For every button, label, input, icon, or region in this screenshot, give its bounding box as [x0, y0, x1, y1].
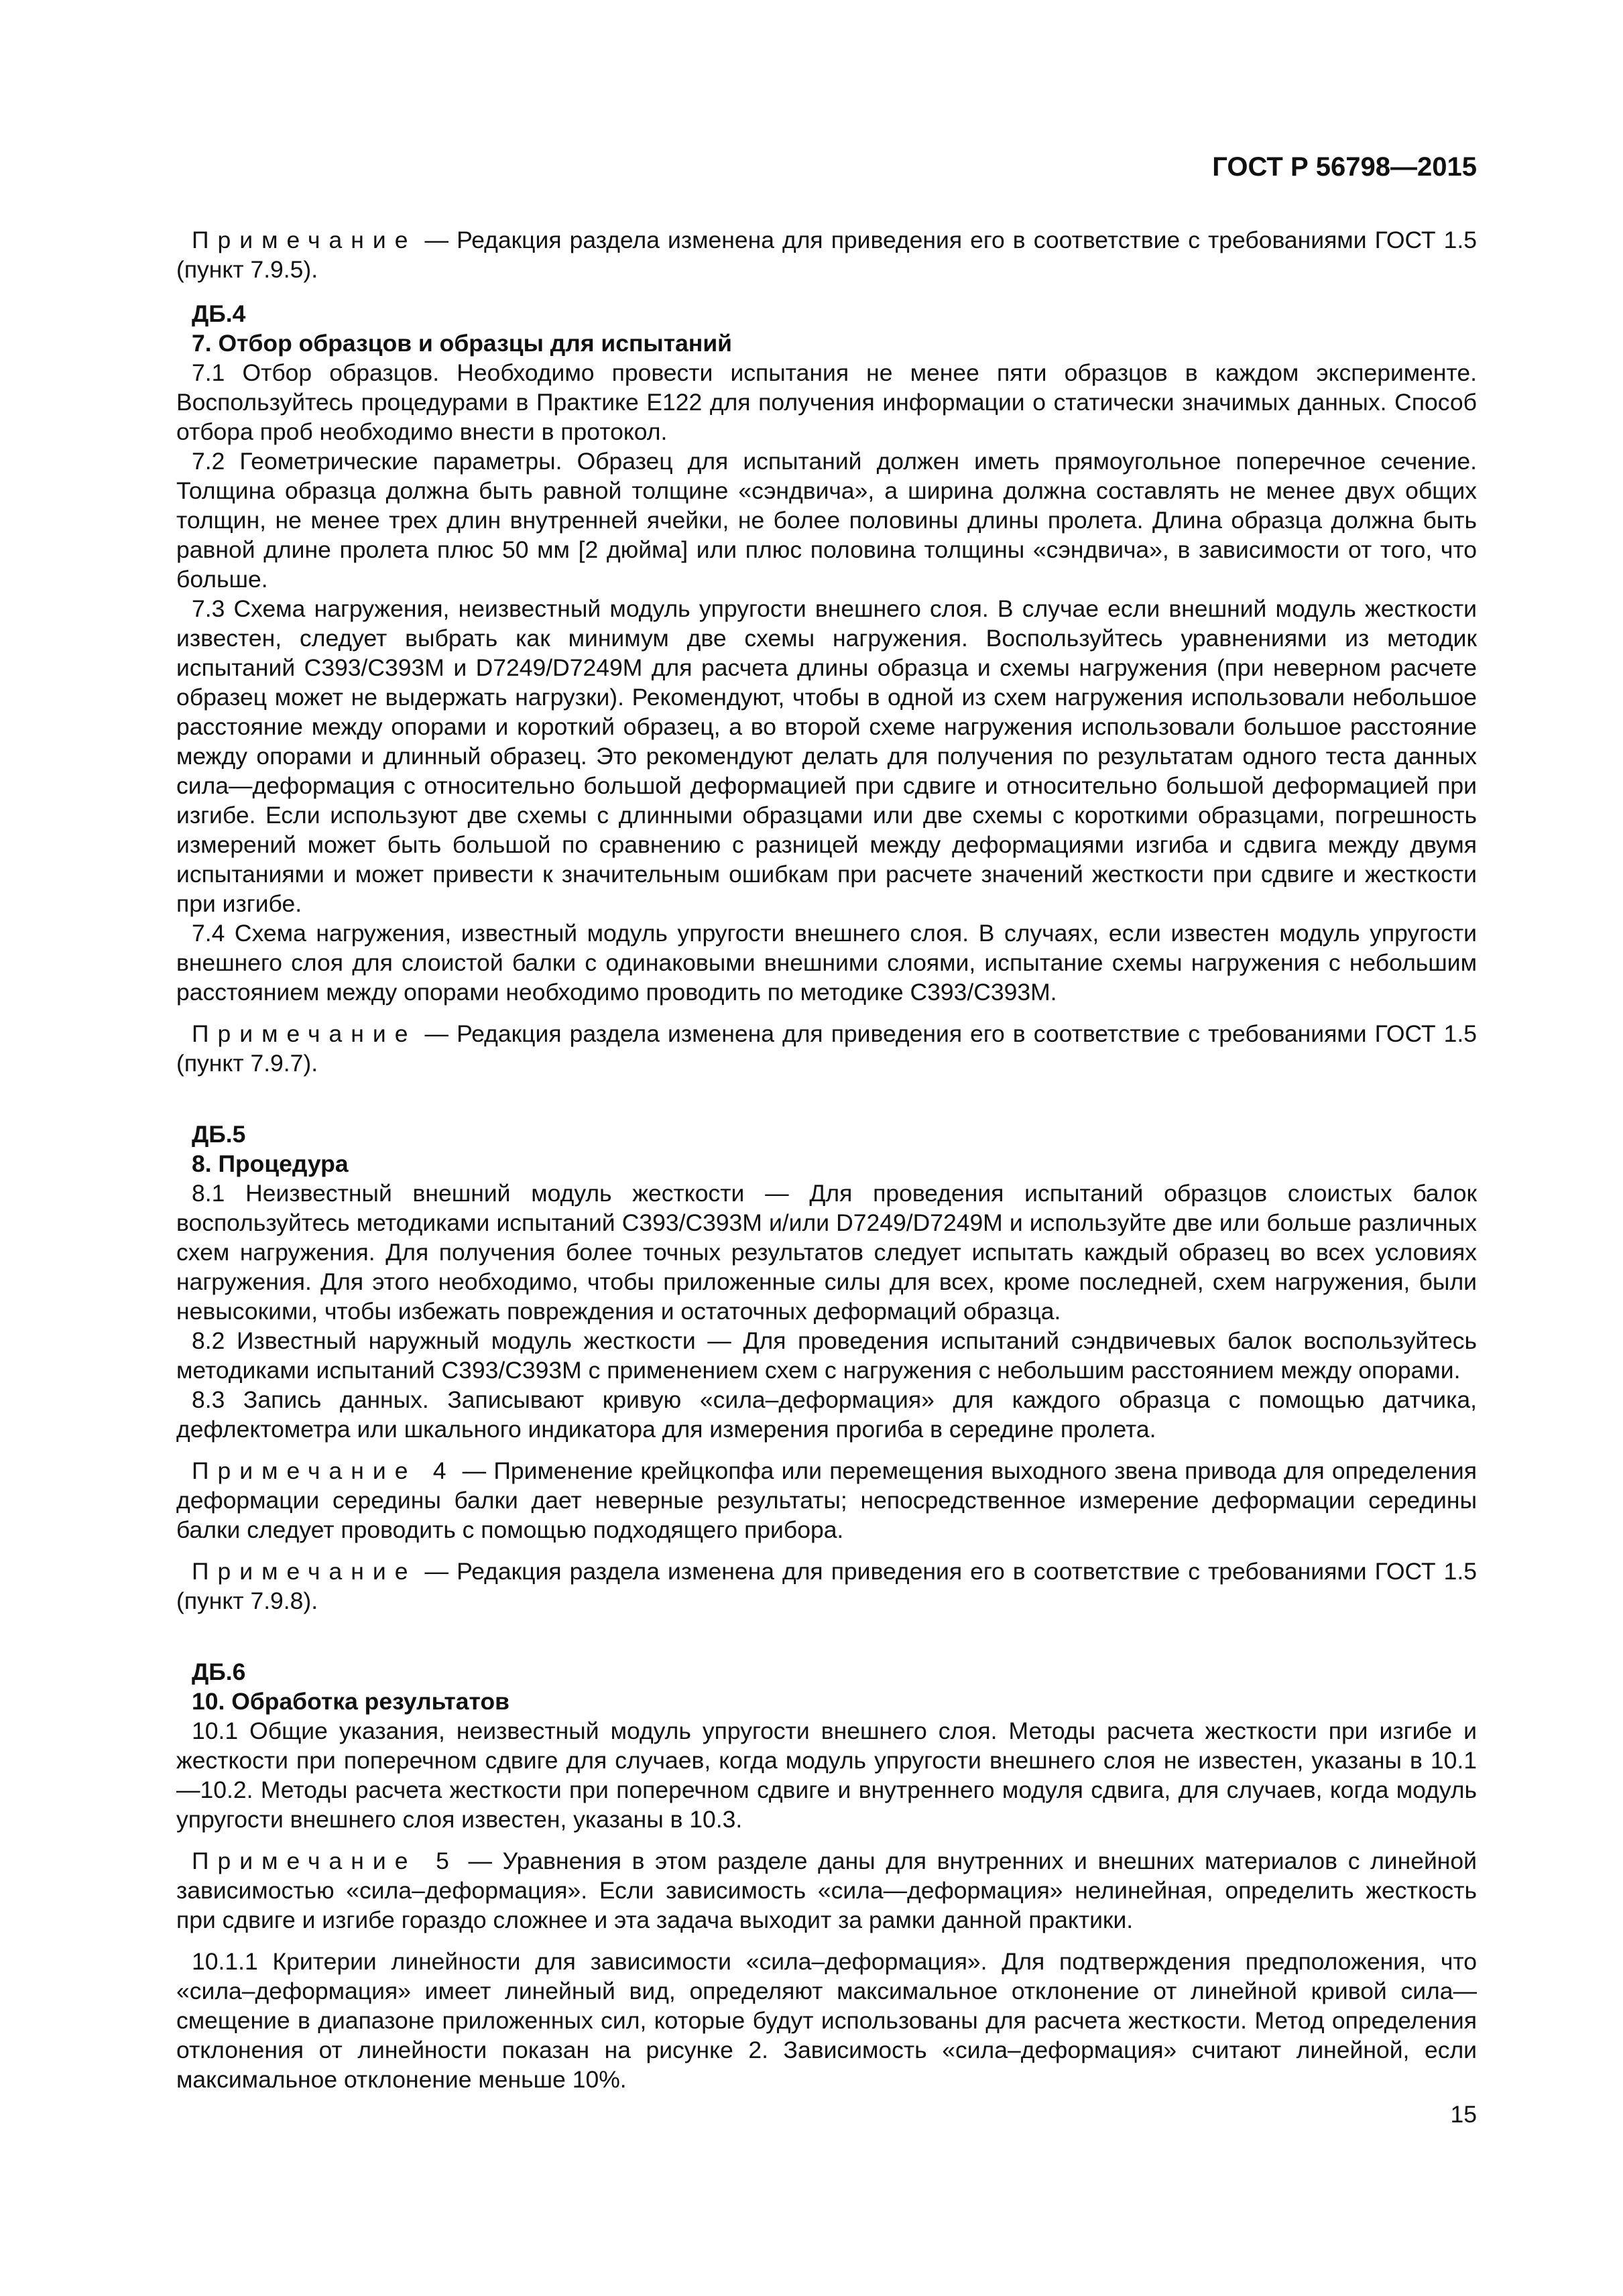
note-paragraph — [176, 225, 1477, 284]
note-5-paragraph — [176, 1846, 1477, 1935]
section-label-db5: ДБ.5 — [192, 1121, 246, 1148]
note-paragraph — [176, 1019, 1477, 1078]
section-title-db5: 8. Процедура — [192, 1150, 349, 1177]
document-header: ГОСТ Р 56798—2015 — [1212, 152, 1477, 182]
note-paragraph — [176, 1557, 1477, 1616]
paragraph-7-4: 7.4 Схема нагружения, известный модуль упругости внешнего слоя. В случаях, если известен модуль упругости внешнего слоя для слоистой балки с одинаковыми внешними слоями, испытание схемы нагружения с небольшим расстоянием между опорами необходимо проводить по методике C393/C393M. — [176, 920, 1477, 1006]
note-label: Примечание — [192, 1020, 417, 1047]
paragraph-8-3: 8.3 Запись данных. Записывают кривую «сила–деформация» для каждого образца с помощью датчика, дефлектометра или шкального индикатора для измерения прогиба в середине пролета. — [176, 1386, 1477, 1443]
note-label: Примечание 4 — [192, 1457, 455, 1484]
paragraph-10-1-1: 10.1.1 Критерии линейности для зависимости «сила–деформация». Для подтверждения предположения, что «сила–деформация» имеет линейный вид, определяют максимальное отклонение от линейной кривой сила—смещение в диапазоне приложенных сил, которые будут использованы для расчета жесткости. Метод определения отклонения от линейности показан на рисунке 2. Зависимость «сила–деформация» считают линейной, если максимальное отклонение меньше 10%. — [176, 1948, 1477, 2093]
paragraph-7-2: 7.2 Геометрические параметры. Образец для испытаний должен иметь прямоугольное поперечное сечение. Толщина образца должна быть равной толщине «сэндвича», а ширина должна составлять не менее двух общих толщин, не менее трех длин внутренней ячейки, не более половины длины пролета. Длина образца должна быть равной длине пролета плюс 50 мм [2 дюйма] или плюс половина толщины «сэндвича», в зависимости от того, что больше. — [176, 448, 1477, 593]
note-text: — Редакция раздела изменена для приведения его в соответствие с требованиями ГОСТ 1.5 (пункт 7.9.8). — [176, 1558, 1477, 1614]
note-text: — Уравнения в этом разделе даны для внутренних и внешних материалов с линейной зависимостью «сила–деформация». Если зависимость «сила—деформация» нелинейная, определить жесткость при сдвиге и изгибе гораздо сложнее и эта задача выходит за рамки данной практики. — [176, 1848, 1477, 1933]
note-text: — Редакция раздела изменена для приведения его в соответствие с требованиями ГОСТ 1.5 (пункт 7.9.7). — [176, 1020, 1477, 1077]
note-4-paragraph — [176, 1456, 1477, 1545]
note-label: Примечание — [192, 1558, 417, 1585]
paragraph-8-1: 8.1 Неизвестный внешний модуль жесткости — Для проведения испытаний образцов слоистых балок воспользуйтесь методиками испытаний C393/C393M и/или D7249/D7249M и используйте две или больше различных схем нагружения. Для получения более точных результатов следует испытать каждый образец во всех условиях нагружения. Для этого необходимо, чтобы приложенные силы для всех, кроме последней, схем нагружения, были невысокими, чтобы избежать повреждения и остаточных деформаций образца. — [176, 1180, 1477, 1325]
paragraph-8-2: 8.2 Известный наружный модуль жесткости — Для проведения испытаний сэндвичевых балок воспользуйтесь методиками испытаний C393/C393M с применением схем с нагружения с небольшим расстоянием между опорами. — [176, 1327, 1477, 1384]
paragraph-10-1: 10.1 Общие указания, неизвестный модуль упругости внешнего слоя. Методы расчета жесткости при изгибе и жесткости при поперечном сдвиге для случаев, когда модуль упругости внешнего слоя не известен, указаны в 10.1—10.2. Методы расчета жесткости при поперечном сдвиге и внутреннего модуля сдвига, для случаев, когда модуль упругости внешнего слоя известен, указаны в 10.3. — [176, 1717, 1477, 1833]
paragraph-7-1: 7.1 Отбор образцов. Необходимо провести испытания не менее пяти образцов в каждом эксперименте. Воспользуйтесь процедурами в Практике Е122 для получения информации о статически значимых данных. Способ отбора проб необходимо внести в протокол. — [176, 359, 1477, 445]
document-body — [176, 225, 1477, 2094]
section-label-db4: ДБ.4 — [192, 300, 246, 327]
section-title-db6: 10. Обработка результатов — [192, 1688, 509, 1715]
note-label: Примечание 5 — [192, 1848, 458, 1874]
note-label: Примечание — [192, 227, 417, 253]
section-label-db6: ДБ.6 — [192, 1658, 246, 1685]
note-text: — Применение крейцкопфа или перемещения выходного звена привода для определения деформации середины балки дает неверные результаты; непосредственное измерение деформации середины балки следует проводить с помощью подходящего прибора. — [176, 1457, 1477, 1543]
page-number: 15 — [1450, 2101, 1477, 2128]
paragraph-7-3: 7.3 Схема нагружения, неизвестный модуль упругости внешнего слоя. В случае если внешний модуль жесткости известен, следует выбрать как минимум две схемы нагружения. Воспользуйтесь уравнениями из методик испытаний C393/C393M и D7249/D7249M для расчета длины образца и схемы нагружения (при неверном расчете образец может не выдержать нагрузки). Рекомендуют, чтобы в одной из схем нагружения использовали небольшое расстояние между опорами и короткий образец, а во второй схеме нагружения использовали большое расстояние между опорами и длинный образец. Это рекомендуют делать для получения по результатам одного теста данных сила—деформация с относительно большой деформацией при сдвиге и относительно большой деформацией при изгибе. Если используют две схемы с длинными образцами или две схемы с короткими образцами, погрешность измерений может быть большой по сравнению с разницей между деформациями изгиба и сдвига между двумя испытаниями и может привести к значительным ошибкам при расчете значений жесткости при сдвиге и жесткости при изгибе. — [176, 595, 1477, 917]
note-text: — Редакция раздела изменена для приведения его в соответствие с требованиями ГОСТ 1.5 (пункт 7.9.5). — [176, 227, 1477, 283]
section-title-db4: 7. Отбор образцов и образцы для испытаний — [192, 330, 732, 357]
